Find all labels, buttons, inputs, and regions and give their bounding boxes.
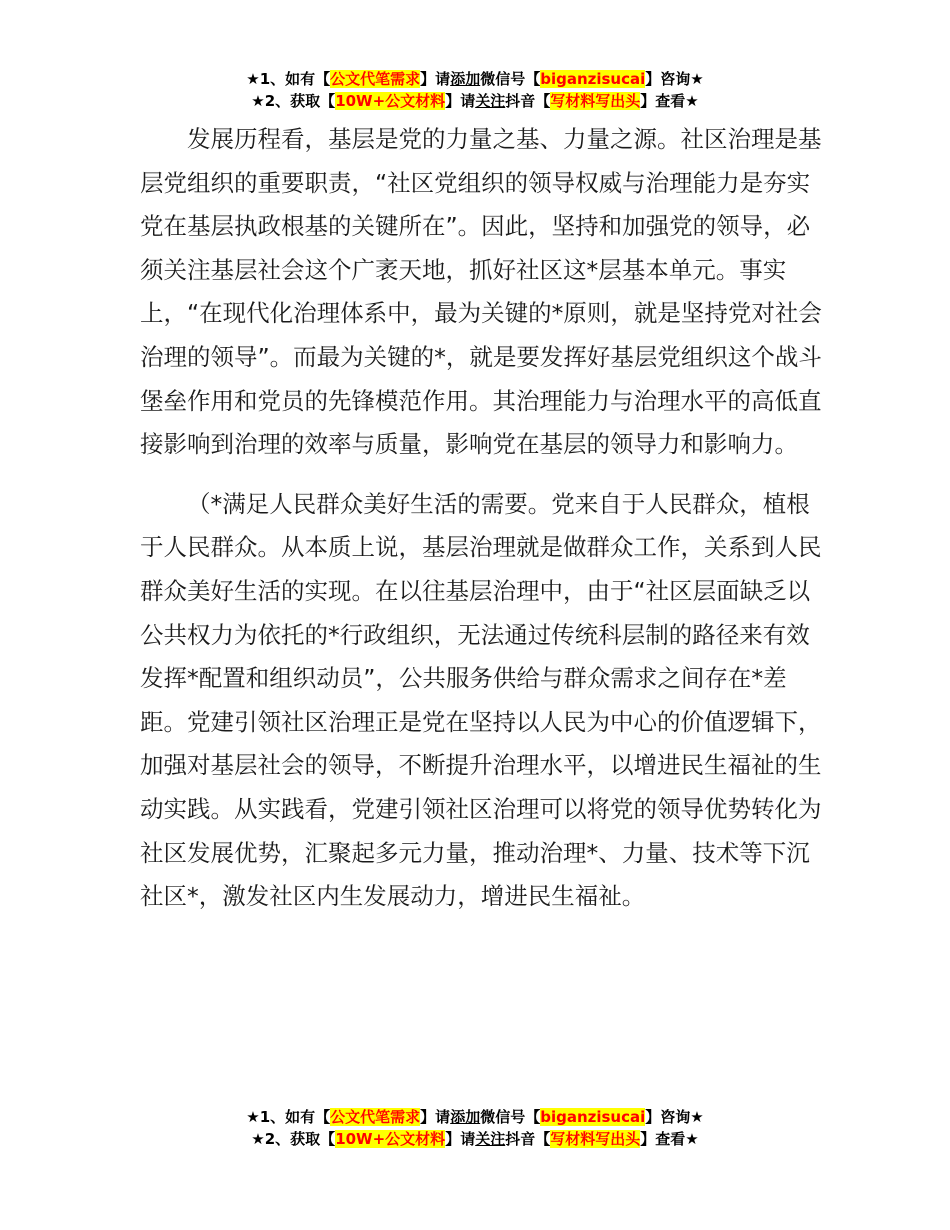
header-ghostwriting-highlight: 公文代笔需求 xyxy=(330,70,421,88)
footer-materials-highlight: 10W+公文材料 xyxy=(335,1130,446,1148)
footer-line-1 xyxy=(0,1106,950,1128)
header-line-1 xyxy=(0,68,950,90)
footer-banner xyxy=(0,1106,950,1150)
header-line-1-prefix: ★1、如有【 xyxy=(246,70,331,88)
header-line-2-suffix: 】查看★ xyxy=(640,92,699,110)
footer-ghostwriting-highlight: 公文代笔需求 xyxy=(330,1108,421,1126)
header-follow-underlined: 关注 xyxy=(475,92,506,110)
footer-line-2-text: 】请 xyxy=(445,1130,476,1148)
header-line-2-text: 】请 xyxy=(445,92,476,110)
header-banner xyxy=(0,68,950,112)
footer-douyin-id-highlight: 写材料写出头 xyxy=(550,1130,641,1148)
header-add-underlined: 添加 xyxy=(450,70,481,88)
header-line-2 xyxy=(0,90,950,112)
footer-line-2-prefix: ★2、获取【 xyxy=(251,1130,336,1148)
header-line-1-text-2: 微信号【 xyxy=(480,70,541,88)
header-line-2-prefix: ★2、获取【 xyxy=(251,92,336,110)
footer-add-underlined: 添加 xyxy=(450,1108,481,1126)
footer-line-1-suffix: 】咨询★ xyxy=(645,1108,704,1126)
footer-line-2-suffix: 】查看★ xyxy=(640,1130,699,1148)
body-paragraph-2: （*满足人民群众美好生活的需要。党来自于人民群众，植根于人民群众。从本质上说，基层治理就是做群众工作，关系到人民群众美好生活的实现。在以往基层治理中，由于“社区层面缺乏以公共权力为依托的*行政组织，无法通过传统科层制的路径来有效发挥*配置和组织动员”，公共服务供给与群众需求之间存在*差距。党建引领社区治理正是党在坚持以人民为中心的价值逻辑下，加强对基层社会的领导，不断提升治理水平，以增进民生福祉的生动实践。从实践看，党建引领社区治理可以将党的领导优势转化为社区发展优势，汇聚起多元力量，推动治理*、力量、技术等下沉社区*，激发社区内生发展动力，增进民生福祉。 xyxy=(140,489,822,911)
header-line-1-text: 】请 xyxy=(420,70,451,88)
footer-wechat-id-highlight: biganzisucai xyxy=(540,1108,646,1126)
footer-follow-underlined: 关注 xyxy=(475,1130,506,1148)
document-body xyxy=(140,118,825,919)
header-line-2-text-2: 抖音【 xyxy=(505,92,551,110)
footer-line-1-text-2: 微信号【 xyxy=(480,1108,541,1126)
footer-line-2-text-2: 抖音【 xyxy=(505,1130,551,1148)
footer-line-2 xyxy=(0,1128,950,1150)
footer-line-1-text: 】请 xyxy=(420,1108,451,1126)
header-wechat-id-highlight: biganzisucai xyxy=(540,70,646,88)
footer-line-1-prefix: ★1、如有【 xyxy=(246,1108,331,1126)
header-materials-highlight: 10W+公文材料 xyxy=(335,92,446,110)
header-douyin-id-highlight: 写材料写出头 xyxy=(550,92,641,110)
header-line-1-suffix: 】咨询★ xyxy=(645,70,704,88)
body-paragraph-1: 发展历程看，基层是党的力量之基、力量之源。社区治理是基层党组织的重要职责，“社区党组织的领导权威与治理能力是夯实党在基层执政根基的关键所在”。因此，坚持和加强党的领导，必须关注基层社会这个广袤天地，抓好社区这*层基本单元。事实上，“在现代化治理体系中，最为关键的*原则，就是坚持党对社会治理的领导”。而最为关键的*，就是要发挥好基层党组织这个战斗堡垒作用和党员的先锋模范作用。其治理能力与治理水平的高低直接影响到治理的效率与质量，影响党在基层的领导力和影响力。 xyxy=(140,125,822,459)
